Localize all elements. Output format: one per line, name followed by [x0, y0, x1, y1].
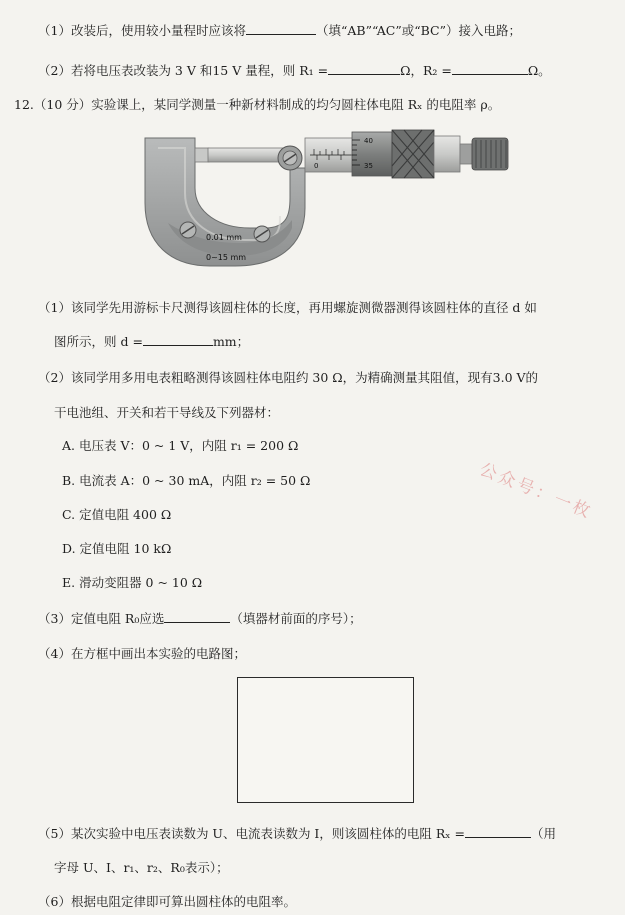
unit-label: 0.01 mm — [206, 233, 242, 242]
answer-blank[interactable] — [164, 610, 230, 623]
sleeve-zero-label: 0 — [314, 162, 319, 170]
q12-part3: （3）定值电阻 R₀应选 （填器材前面的序号）； — [38, 611, 362, 626]
option-a: A. 电压表 V：0 ~ 1 V，内阻 r₁ = 200 Ω — [62, 438, 299, 453]
micrometer-figure — [140, 128, 520, 268]
answer-blank[interactable] — [143, 333, 213, 346]
q12-header: 12.（10 分）实验课上，某同学测量一种新材料制成的均匀圆柱体电阻 Rₓ 的电阻率 ρ。 — [14, 97, 501, 112]
q11-part1: （1）改装后，使用较小量程时应该将 （填“AB”“AC”或“BC”）接入电路； — [38, 23, 521, 38]
thimble-label-40: 40 — [364, 137, 373, 145]
knurled-grip — [392, 130, 434, 178]
q12-part5-line2: 字母 U、I、r₁、r₂、R₀表示）； — [54, 860, 229, 875]
q12-part1-line2: 图所示，则 d = mm； — [54, 334, 250, 349]
answer-blank[interactable] — [452, 62, 528, 75]
option-d: D. 定值电阻 10 kΩ — [62, 541, 172, 556]
answer-blank[interactable] — [328, 62, 400, 75]
option-e: E. 滑动变阻器 0 ~ 10 Ω — [62, 575, 203, 590]
q12-part4: （4）在方框中画出本实验的电路图； — [38, 646, 246, 661]
answer-blank[interactable] — [246, 22, 316, 35]
q12-part2-line2: 干电池组、开关和若干导线及下列器材： — [54, 405, 280, 420]
thimble-label-35: 35 — [364, 162, 373, 170]
frame-screw-right-icon — [254, 226, 270, 242]
frame-screw-left-icon — [180, 222, 196, 238]
q12-part1-line1: （1）该同学先用游标卡尺测得该圆柱体的长度，再用螺旋测微器测得该圆柱体的直径 d 如 — [38, 300, 537, 315]
range-label: 0~15 mm — [206, 253, 247, 262]
q12-part5-line1: （5）某次实验中电压表读数为 U、电流表读数为 I，则该圆柱体的电阻 Rₓ = （用 — [38, 826, 557, 841]
lock-nut-icon — [278, 146, 302, 170]
anvil — [195, 148, 209, 162]
q12-part6: （6）根据电阻定律即可算出圆柱体的电阻率。 — [38, 894, 296, 909]
ratchet-knob — [472, 138, 508, 170]
option-b: B. 电流表 A：0 ~ 30 mA，内阻 r₂ = 50 Ω — [62, 473, 311, 488]
circuit-diagram-box[interactable] — [237, 677, 414, 803]
q12-part2-line1: （2）该同学用多用电表粗略测得该圆柱体电阻约 30 Ω，为精确测量其阻值，现有3.0 V的 — [38, 370, 539, 385]
q11-part2: （2）若将电压表改装为 3 V 和15 V 量程，则 R₁ = Ω，R₂ = Ω。 — [38, 63, 551, 78]
answer-blank[interactable] — [465, 825, 531, 838]
option-c: C. 定值电阻 400 Ω — [62, 507, 172, 522]
watermark: 公众号：一枚 — [476, 459, 596, 524]
